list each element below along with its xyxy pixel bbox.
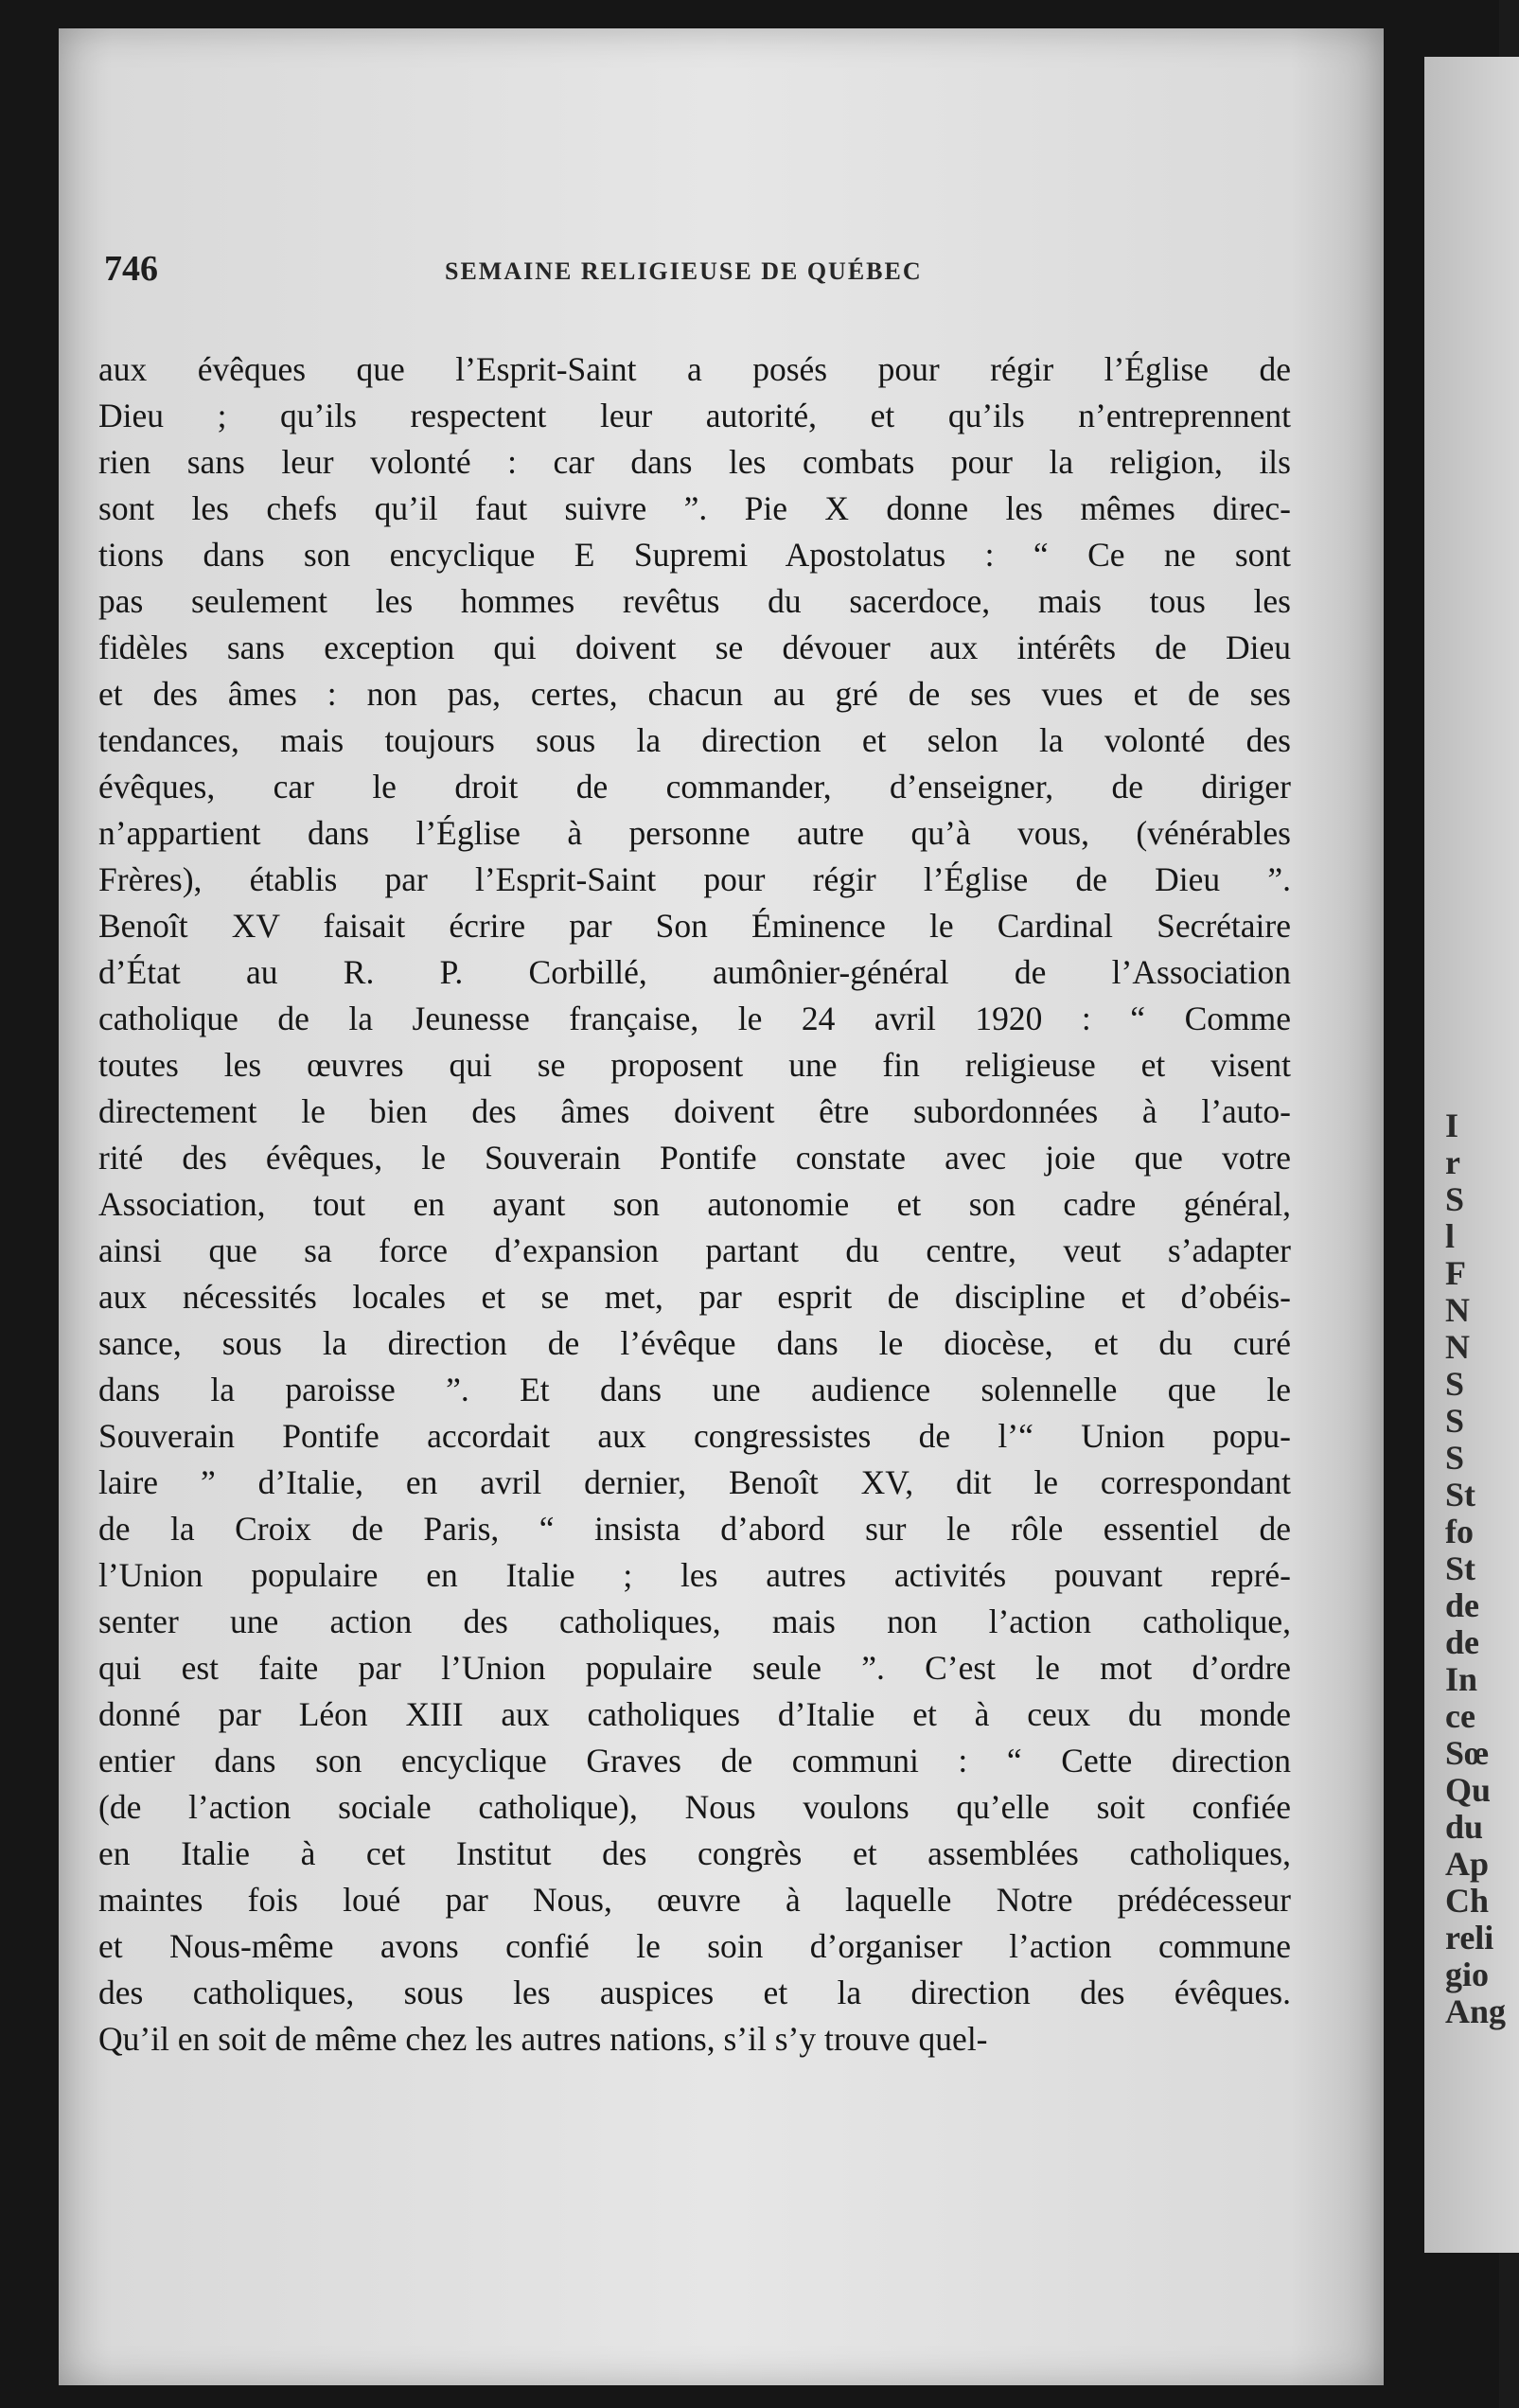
text-line: toutes les œuvres qui se proposent une fin religieuse et visent <box>98 1046 1291 1084</box>
text-line: Frères), établis par l’Esprit-Saint pour régir l’Église de Dieu ”. <box>98 860 1291 898</box>
text-line: directement le bien des âmes doivent être subordonnées à l’auto- <box>98 1092 1291 1130</box>
adjacent-fragment: du <box>1445 1808 1484 1846</box>
adjacent-fragment: St <box>1445 1476 1476 1514</box>
adjacent-fragment: N <box>1445 1328 1470 1366</box>
adjacent-fragment: r <box>1445 1143 1460 1181</box>
text-line: senter une action des catholiques, mais non l’action catholique, <box>98 1602 1291 1640</box>
text-line: donné par Léon XIII aux catholiques d’Italie et à ceux du monde <box>98 1695 1291 1733</box>
adjacent-fragment: fo <box>1445 1513 1474 1550</box>
text-line: qui est faite par l’Union populaire seule ”. C’est le mot d’ordre <box>98 1649 1291 1687</box>
text-line: de la Croix de Paris, “ insista d’abord sur le rôle essentiel de <box>98 1510 1291 1548</box>
text-line: d’État au R. P. Corbillé, aumônier-général de l’Association <box>98 953 1291 991</box>
text-line: l’Union populaire en Italie ; les autres activités pouvant repré- <box>98 1556 1291 1594</box>
text-line: aux nécessités locales et se met, par esprit de discipline et d’obéis- <box>98 1278 1291 1316</box>
text-line: évêques, car le droit de commander, d’enseigner, de diriger <box>98 768 1291 806</box>
text-line: tendances, mais toujours sous la direction et selon la volonté des <box>98 721 1291 759</box>
adjacent-fragment: S <box>1445 1402 1465 1440</box>
text-line: laire ” d’Italie, en avril dernier, Benoît XV, dit le correspondant <box>98 1463 1291 1501</box>
text-line: rité des évêques, le Souverain Pontife constate avec joie que votre <box>98 1139 1291 1177</box>
text-line: tions dans son encyclique E Supremi Apostolatus : “ Ce ne sont <box>98 536 1291 574</box>
text-line: n’appartient dans l’Église à personne autre qu’à vous, (vénérables <box>98 814 1291 852</box>
adjacent-page-text <box>1445 1107 1507 2030</box>
text-line: rien sans leur volonté : car dans les combats pour la religion, ils <box>98 443 1291 481</box>
text-line: fidèles sans exception qui doivent se dévouer aux intérêts de Dieu <box>98 629 1291 666</box>
text-line: Souverain Pontife accordait aux congressistes de l’“ Union popu- <box>98 1417 1291 1455</box>
adjacent-fragment: ce <box>1445 1697 1475 1735</box>
text-line: ainsi que sa force d’expansion partant du centre, veut s’adapter <box>98 1231 1291 1269</box>
text-line: et Nous-même avons confié le soin d’organiser l’action commune <box>98 1927 1291 1965</box>
adjacent-fragment: de <box>1445 1623 1479 1661</box>
adjacent-fragment: N <box>1445 1291 1470 1329</box>
text-line: Qu’il en soit de même chez les autres nations, s’il s’y trouve quel- <box>98 2020 988 2058</box>
text-line: en Italie à cet Institut des congrès et assemblées catholiques, <box>98 1834 1291 1872</box>
text-line: et des âmes : non pas, certes, chacun au gré de ses vues et de ses <box>98 675 1291 713</box>
body-text <box>98 346 1291 2063</box>
adjacent-fragment: St <box>1445 1549 1476 1587</box>
adjacent-fragment: Sœ <box>1445 1734 1490 1772</box>
text-line: dans la paroisse ”. Et dans une audience solennelle que le <box>98 1371 1291 1408</box>
adjacent-fragment: Qu <box>1445 1771 1492 1809</box>
text-line: Benoît XV faisait écrire par Son Éminence le Cardinal Secrétaire <box>98 907 1291 945</box>
adjacent-fragment: S <box>1445 1180 1465 1218</box>
adjacent-fragment: In <box>1445 1660 1478 1698</box>
text-line: maintes fois loué par Nous, œuvre à laquelle Notre prédécesseur <box>98 1881 1291 1919</box>
adjacent-fragment: Ch <box>1445 1882 1490 1920</box>
text-line: (de l’action sociale catholique), Nous voulons qu’elle soit confiée <box>98 1788 1291 1826</box>
adjacent-fragment: S <box>1445 1365 1465 1403</box>
text-line: des catholiques, sous les auspices et la direction des évêques. <box>98 1974 1291 2011</box>
page-header <box>104 248 1297 295</box>
text-line: aux évêques que l’Esprit-Saint a posés pour régir l’Église de <box>98 350 1291 388</box>
text-line: entier dans son encyclique Graves de communi : “ Cette direction <box>98 1742 1291 1779</box>
adjacent-fragment: l <box>1445 1217 1456 1255</box>
adjacent-fragment: Ap <box>1445 1845 1490 1883</box>
adjacent-fragment: reli <box>1445 1919 1494 1956</box>
text-line: Association, tout en ayant son autonomie et son cadre général, <box>98 1185 1291 1223</box>
text-line: catholique de la Jeunesse française, le 24 avril 1920 : “ Comme <box>98 1000 1291 1037</box>
adjacent-fragment: I <box>1445 1107 1459 1144</box>
adjacent-fragment: F <box>1445 1254 1466 1292</box>
adjacent-fragment: Ang <box>1445 1992 1507 2030</box>
text-line: pas seulement les hommes revêtus du sacerdoce, mais tous les <box>98 582 1291 620</box>
text-line: sance, sous la direction de l’évêque dans le diocèse, et du curé <box>98 1324 1291 1362</box>
running-head: SEMAINE RELIGIEUSE DE QUÉBEC <box>445 257 923 285</box>
text-line: Dieu ; qu’ils respectent leur autorité, et qu’ils n’entreprennent <box>98 397 1291 434</box>
adjacent-fragment: S <box>1445 1439 1465 1477</box>
text-line: sont les chefs qu’il faut suivre ”. Pie X donne les mêmes direc- <box>98 489 1291 527</box>
adjacent-fragment: de <box>1445 1586 1479 1624</box>
page-number: 746 <box>104 249 158 289</box>
adjacent-fragment: gio <box>1445 1956 1490 1993</box>
